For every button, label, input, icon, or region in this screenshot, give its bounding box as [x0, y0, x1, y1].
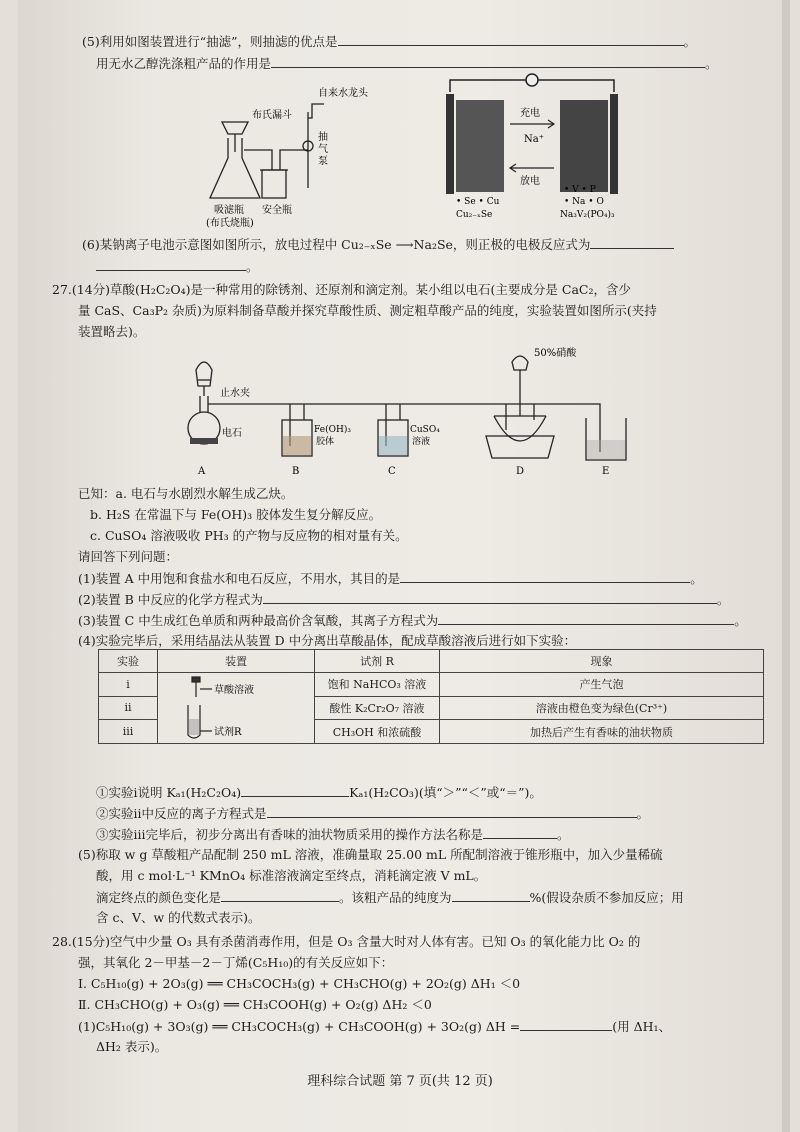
- carbide-solid: [190, 438, 218, 444]
- left-legend: • Se • Cu: [456, 197, 500, 207]
- discharge-label: 放电: [520, 176, 540, 187]
- q27-part5-text: %(假设杂质不参加反应；用: [529, 890, 684, 905]
- answer-blank[interactable]: [221, 889, 339, 902]
- test-tube-icon: [158, 675, 308, 741]
- flask-label: (布氏烧瓶): [206, 218, 254, 229]
- answer-blank[interactable]: [338, 33, 684, 46]
- q27-part3-text: (3)装置 C 中生成红色单质和两种最高价含氧酸，其离子方程式为: [78, 613, 439, 628]
- device-bottom-label: 试剂R: [214, 727, 242, 738]
- nitric-acid-label: 50%硝酸: [534, 348, 577, 359]
- known-a: 已知：a. 电石与水剧烈水解生成乙炔。: [78, 486, 294, 501]
- label-d: D: [516, 466, 525, 477]
- q27-part5: 含 c、V、w 的代数式表示)。: [96, 910, 261, 925]
- q27-intro: 装置略去)。: [78, 324, 146, 339]
- q27-part5-line3: [96, 889, 684, 906]
- q27-part5-text: 。该粗产品的纯度为: [339, 890, 452, 905]
- table-cell: 产生气泡: [440, 673, 764, 697]
- bottle-b-label: 胶体: [316, 437, 335, 447]
- cuso4-liquid: [379, 436, 407, 455]
- answer-blank[interactable]: [271, 55, 705, 68]
- answer-blank[interactable]: [438, 612, 734, 625]
- right-formula: Na₃V₂(PO₄)₃: [560, 210, 615, 220]
- answer-blank[interactable]: [590, 236, 674, 249]
- table-header: 实验: [99, 650, 158, 673]
- answer-blank[interactable]: [483, 826, 557, 839]
- q26-part5-line2: 用无水乙醇洗涤粗产品的作用是 。: [96, 56, 718, 71]
- q27-sub2: ②实验ⅱ中反应的离子方程式是 。: [96, 806, 650, 821]
- right-electrode: [560, 100, 608, 192]
- label-a: A: [198, 466, 206, 477]
- charge-label: 充电: [520, 108, 540, 119]
- answer-blank[interactable]: [400, 570, 690, 583]
- q28-intro: 28.(15分)空气中少量 O₃ 具有杀菌消毒作用，但是 O₃ 含量大时对人体有害。已知 O₃ 的氧化能力比 O₂ 的: [52, 934, 641, 949]
- flask-label: 吸滤瓶: [214, 205, 244, 216]
- table-cell: ⅱ: [99, 696, 158, 720]
- answer-blank[interactable]: [267, 805, 637, 818]
- label-b: B: [292, 466, 300, 477]
- q26-part6-line: [82, 236, 674, 253]
- bottle-b-label: Fe(OH)₃: [314, 425, 351, 435]
- left-current-collector: [446, 94, 454, 194]
- q27-part2: (2)装置 B 中反应的化学方程式为 。: [78, 592, 730, 607]
- q26-part5-text: (5)利用如图装置进行“抽滤”，则抽滤的优点是: [82, 34, 338, 49]
- table-header: 现象: [440, 650, 764, 673]
- pump-label: 抽: [318, 132, 328, 143]
- faucet-label: 自来水龙头: [318, 88, 368, 99]
- answer-blank[interactable]: [241, 784, 349, 797]
- q27-sub1-text: ①实验ⅰ说明 Kₐ₁(H₂C₂O₄): [96, 785, 242, 800]
- experiment-table: [98, 649, 764, 744]
- q28-part1-text2: (用 ΔH₁、: [612, 1019, 672, 1034]
- table-cell: 加热后产生有香味的油状物质: [440, 720, 764, 744]
- q27-sub2-text: ②实验ⅱ中反应的离子方程式是: [96, 806, 267, 821]
- table-cell: ⅲ: [99, 720, 158, 744]
- answer-blank[interactable]: [263, 591, 717, 604]
- table-header: 试剂 R: [315, 650, 440, 673]
- q26-part6-line2: 。: [96, 258, 259, 275]
- known-c: c. CuSO₄ 溶液吸收 PH₃ 的产物与反应物的相对量有关。: [90, 528, 408, 543]
- sodium-ion-label: Na⁺: [524, 134, 544, 145]
- answer-blank[interactable]: [96, 258, 246, 271]
- q26-part5-line1: (5)利用如图装置进行“抽滤”，则抽滤的优点是 。: [82, 34, 697, 49]
- device-top-label: 草酸溶液: [214, 685, 254, 696]
- suction-filter-diagram: [200, 78, 380, 238]
- carbide-label: 电石: [222, 428, 242, 439]
- right-legend: • Na • O: [564, 197, 604, 207]
- table-header: 装置: [158, 650, 315, 673]
- q26-part5-text2: 用无水乙醇洗涤粗产品的作用是: [96, 56, 272, 71]
- answer-blank[interactable]: [520, 1018, 612, 1031]
- q27-part1: (1)装置 A 中用饱和食盐水和电石反应，不用水，其目的是 。: [78, 571, 703, 586]
- pump-label: 泵: [318, 156, 328, 167]
- q27-part1-text: (1)装置 A 中用饱和食盐水和电石反应，不用水，其目的是: [78, 571, 401, 586]
- label-c: C: [388, 466, 396, 477]
- test-tube-device: [158, 673, 315, 744]
- oxalic-acid-apparatus: [170, 340, 640, 480]
- label-e: E: [602, 466, 610, 477]
- answer-blank[interactable]: [452, 889, 530, 902]
- q27-sub1-text2: Kₐ₁(H₂CO₃)(填“＞”“＜”或“＝”)。: [349, 785, 542, 800]
- table-cell: CH₃OH 和浓硫酸: [315, 720, 440, 744]
- q27-part2-text: (2)装置 B 中反应的化学方程式为: [78, 592, 263, 607]
- known-b: b. H₂S 在常温下与 Fe(OH)₃ 胶体发生复分解反应。: [90, 507, 382, 522]
- ask-text: 请回答下列问题：: [78, 549, 179, 564]
- bottle-c-label: CuSO₄: [410, 425, 440, 435]
- page-edge: [782, 0, 790, 1132]
- q27-intro: 27.(14分)草酸(H₂C₂O₄)是一种常用的除锈剂、还原剂和滴定剂。某小组以电石(主要成分是 CaC₂，含少: [52, 282, 631, 297]
- q27-sub1: [96, 784, 542, 801]
- funnel-label: 布氏漏斗: [252, 110, 292, 121]
- table-cell: 酸性 K₂Cr₂O₇ 溶液: [315, 696, 440, 720]
- q27-sub3: ③实验ⅲ完毕后，初步分离出有香味的油状物质采用的操作方法名称是 。: [96, 827, 570, 842]
- bottle-c-label: 溶液: [412, 437, 431, 447]
- pump-label: 气: [318, 144, 328, 155]
- table-cell: ⅰ: [99, 673, 158, 697]
- beaker-liquid: [587, 440, 625, 459]
- safety-bottle-label: 安全瓶: [262, 205, 292, 216]
- q27-intro: 量 CaS、Ca₃P₂ 杂质)为原料制备草酸并探究草酸性质、测定粗草酸产品的纯度，实验装置如图所示(夹持: [78, 303, 657, 318]
- right-legend: • V • P: [564, 185, 596, 195]
- left-electrode: [456, 100, 504, 192]
- q28-part1: [78, 1018, 671, 1035]
- q28-intro: 强，其氧化 2－甲基－2－丁烯(C₅H₁₀)的有关反应如下：: [78, 955, 394, 970]
- q28-part1-end: ΔH₂ 表示)。: [96, 1039, 168, 1054]
- right-current-collector: [610, 94, 618, 194]
- q27-part3: (3)装置 C 中生成红色单质和两种最高价含氧酸，其离子方程式为 。: [78, 613, 747, 628]
- q28-reaction-2: Ⅱ. CH₃CHO(g) + O₃(g) ══ CH₃COOH(g) + O₂(g) ΔH₂ ＜0: [78, 997, 432, 1012]
- q26-part6-text: (6)某钠离子电池示意图如图所示，放电过程中 Cu₂₋ₓSe ⟶Na₂Se，则正极的电极反应式为: [82, 237, 591, 252]
- table-row: [99, 673, 764, 697]
- page-footer: 理科综合试题 第 7 页(共 12 页): [307, 1074, 493, 1089]
- table-header-row: [99, 650, 764, 673]
- table-cell: 溶液由橙色变为绿色(Cr³⁺): [440, 696, 764, 720]
- clamp-label: 止水夹: [220, 388, 250, 399]
- table-cell: 饱和 NaHCO₃ 溶液: [315, 673, 440, 697]
- q27-part5: (5)称取 w g 草酸粗产品配制 250 mL 溶液，准确量取 25.00 mL 所配制溶液于锥形瓶中，加入少量稀硫: [78, 847, 663, 862]
- q27-sub3-text: ③实验ⅲ完毕后，初步分离出有香味的油状物质采用的操作方法名称是: [96, 827, 483, 842]
- q27-part4: (4)实验完毕后，采用结晶法从装置 D 中分离出草酸晶体，配成草酸溶液后进行如下实验：: [78, 633, 577, 648]
- q27-part5-text: 滴定终点的颜色变化是: [96, 890, 222, 905]
- q28-part1-text: (1)C₅H₁₀(g) + 3O₃(g) ══ CH₃COCH₃(g) + CH₃COOH(g) + 3O₂(g) ΔH =: [78, 1019, 521, 1034]
- q28-reaction-1: Ⅰ. C₅H₁₀(g) + 2O₃(g) ══ CH₃COCH₃(g) + CH₃CHO(g) + 2O₂(g) ΔH₁ ＜0: [78, 976, 521, 991]
- q27-part5: 酸，用 c mol·L⁻¹ KMnO₄ 标准溶液滴定至终点，消耗滴定液 V mL。: [96, 868, 487, 883]
- sodium-battery-diagram: [438, 72, 638, 222]
- left-formula: Cu₂₋ₓSe: [456, 210, 493, 220]
- colloid-liquid: [283, 436, 311, 455]
